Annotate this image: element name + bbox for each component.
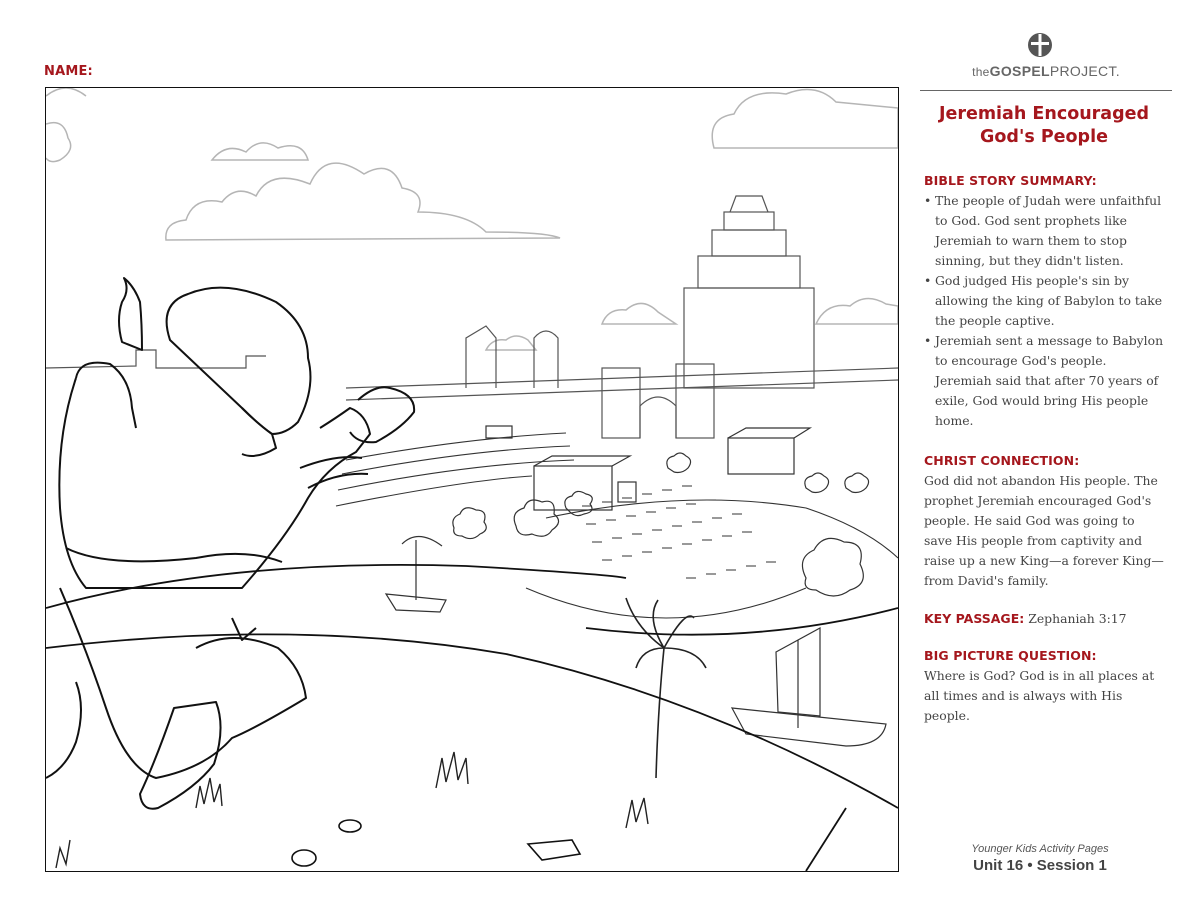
- stone: [339, 820, 361, 832]
- lesson-title: [924, 103, 1164, 149]
- summary-item: [924, 191, 1164, 271]
- bullet: •: [924, 333, 932, 348]
- kneeling-prophet: [46, 278, 414, 809]
- summary-item: [924, 331, 1164, 431]
- tent-roof: [728, 428, 810, 438]
- stone: [528, 840, 580, 860]
- grass-tuft: [196, 778, 222, 808]
- christ-connection-text: God did not abandon His people. The prophet Jeremiah encouraged God's people. He said God was going to save His people from captivity and raise up a new King—a forever King—from David's family.: [924, 473, 1164, 588]
- house: [534, 466, 612, 510]
- cloud: [712, 90, 898, 149]
- name-label: NAME:: [44, 64, 93, 79]
- skyline: [46, 350, 266, 368]
- footer-unit-session: Unit 16 • Session 1: [973, 857, 1107, 874]
- summary-heading: BIBLE STORY SUMMARY:: [924, 173, 1097, 188]
- river-edge: [46, 565, 626, 608]
- page-footer: [924, 843, 1156, 874]
- city-gate: [640, 397, 676, 438]
- city-wall-and-towers: [46, 196, 898, 438]
- summary-item-text: God judged His people's sin by allowing the king of Babylon to take the people captive.: [935, 273, 1163, 328]
- prophet-arm: [76, 363, 136, 428]
- farm-edge: [526, 588, 806, 618]
- hill-path: [806, 808, 846, 871]
- brand-rest: PROJECT.: [1049, 63, 1120, 79]
- grass-tuft: [56, 840, 70, 868]
- brand-wordmark: [920, 63, 1172, 79]
- bullet: •: [924, 273, 932, 288]
- distant-house: [486, 426, 512, 438]
- footer-subtitle: Younger Kids Activity Pages: [971, 843, 1109, 855]
- tree: [802, 538, 863, 596]
- cloud: [212, 143, 308, 160]
- city-wall-bottom: [346, 380, 898, 400]
- small-boat-sail: [402, 536, 442, 600]
- cloud: [486, 336, 536, 350]
- key-passage-reference: Zephaniah 3:17: [1028, 611, 1127, 626]
- key-passage-label: KEY PASSAGE:: [924, 611, 1025, 626]
- ziggurat-tier: [724, 212, 774, 230]
- lesson-sidebar: [924, 103, 1164, 726]
- house-door: [618, 482, 636, 502]
- tree: [845, 473, 869, 493]
- summary-item: [924, 271, 1164, 331]
- stone: [292, 850, 316, 866]
- lesson-title-line2: God's People: [980, 127, 1108, 147]
- boats: [386, 536, 886, 746]
- brand-bold: GOSPEL: [989, 63, 1050, 79]
- tree: [805, 473, 829, 493]
- summary-item-text: Jeremiah sent a message to Babylon to encourage God's people. Jeremiah said that after 70 years of exile, God would bring His people home.: [935, 333, 1164, 428]
- tree: [453, 508, 486, 539]
- tower: [466, 326, 496, 388]
- crop-row: [582, 486, 692, 506]
- summary-list: [924, 191, 1164, 431]
- prophet-knee: [46, 682, 81, 778]
- summary-item-text: The people of Judah were unfaithful to God. God sent prophets like Jeremiah to warn them to stop sinning, but they didn't listen.: [935, 193, 1162, 268]
- brand-prefix: the: [972, 65, 990, 79]
- trees: [453, 453, 869, 596]
- coloring-illustration: [45, 87, 899, 872]
- prophet-sash: [66, 548, 282, 562]
- palm-trunk: [656, 648, 664, 778]
- brand-logo: [920, 32, 1172, 91]
- cloud: [602, 303, 676, 324]
- crop-row: [602, 532, 752, 560]
- cloud: [46, 88, 86, 96]
- field-furrow: [336, 476, 532, 506]
- tower: [534, 331, 558, 388]
- big-picture-heading: BIG PICTURE QUESTION:: [924, 648, 1097, 663]
- palm-tree: [626, 598, 706, 778]
- hill-crest: [46, 634, 898, 808]
- ziggurat-tier: [712, 230, 786, 256]
- prophet-face: [242, 408, 276, 456]
- grass-tuft: [626, 798, 648, 828]
- farm-edge: [546, 500, 898, 558]
- cloud: [816, 298, 898, 324]
- crop-row: [686, 562, 776, 578]
- tree: [667, 453, 691, 473]
- ziggurat-tier: [698, 256, 800, 288]
- grass-tuft: [436, 752, 468, 788]
- tent: [728, 438, 794, 474]
- cloud: [166, 163, 560, 240]
- prophet-robe: [59, 378, 370, 588]
- field-furrow: [338, 460, 574, 490]
- houses: [486, 426, 810, 510]
- robe-patch: [232, 618, 256, 640]
- crop-row: [586, 500, 716, 524]
- hillside: [46, 565, 898, 871]
- prophet-raised-hand: [119, 278, 142, 350]
- city-wall-top: [346, 368, 898, 388]
- prophet-sleeve: [300, 457, 368, 488]
- cloud: [46, 123, 71, 162]
- cross-in-circle-icon: [1027, 32, 1053, 58]
- bullet: •: [924, 193, 932, 208]
- lesson-title-line1: Jeremiah Encouraged: [938, 104, 1150, 124]
- prophet-head-covering: [167, 288, 311, 434]
- christ-connection-heading: CHRIST CONNECTION:: [924, 453, 1080, 468]
- sailboat: [732, 708, 886, 746]
- big-picture-text: Where is God? God is in all places at all times and is always with His people.: [924, 668, 1155, 723]
- tree: [514, 500, 558, 536]
- prophet-legs: [60, 588, 306, 778]
- ziggurat-top: [730, 196, 768, 212]
- sky-clouds: [46, 88, 898, 350]
- prophet-sandal: [140, 702, 221, 809]
- key-passage: [924, 611, 1164, 626]
- grass-tufts: [56, 752, 648, 868]
- coloring-scene: [46, 88, 898, 871]
- crop-rows: [582, 486, 776, 578]
- stones: [292, 820, 580, 866]
- crop-row: [592, 514, 742, 542]
